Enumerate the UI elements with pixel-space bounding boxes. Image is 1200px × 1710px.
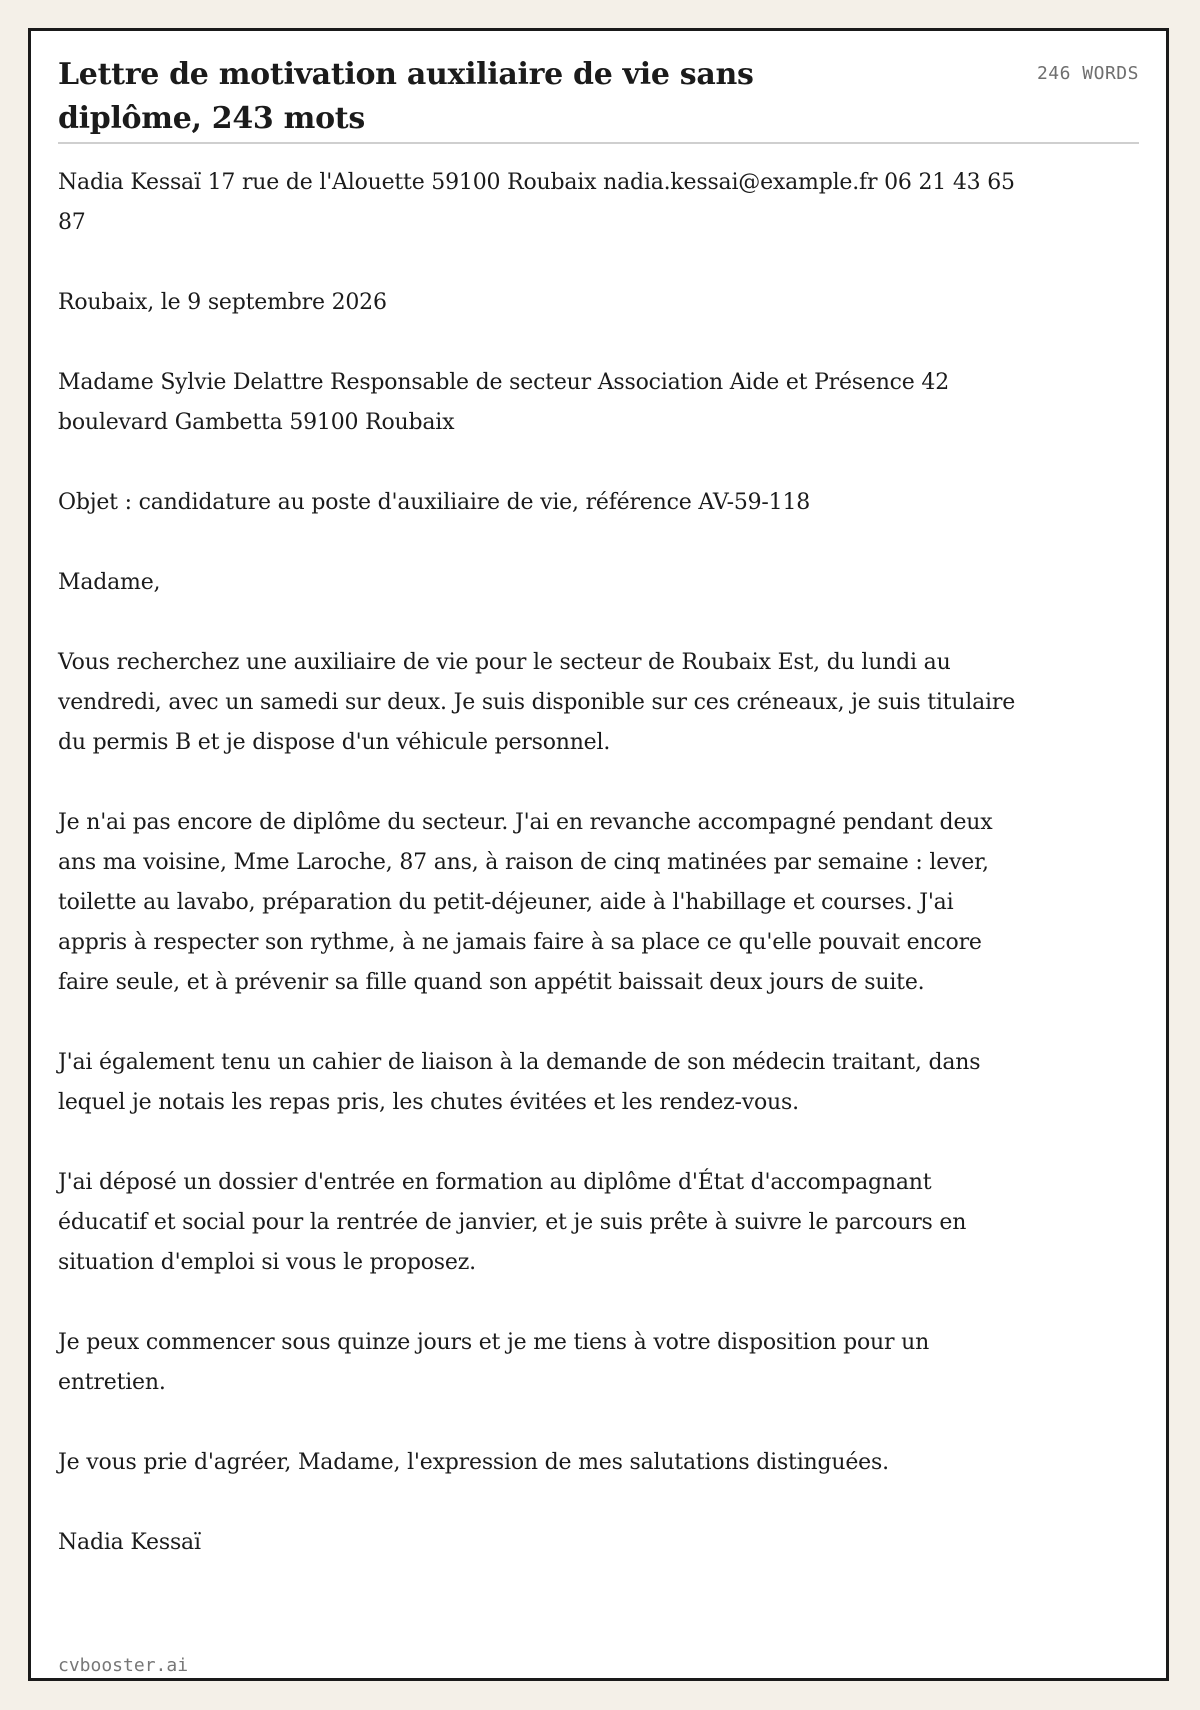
subject-line: Objet : candidature au poste d'auxiliaire de vie, référence AV-59-118	[58, 490, 811, 515]
place-date: Roubaix, le 9 septembre 2026	[58, 290, 387, 315]
word-count-badge: 246 WORDS	[1036, 63, 1139, 84]
footer-brand: cvbooster.ai	[58, 1655, 189, 1676]
body-paragraph-5: Je peux commencer sous quinze jours et je me tiens à votre disposition pour un entretien.	[58, 1330, 930, 1395]
recipient-block: Madame Sylvie Delattre Responsable de secteur Association Aide et Présence 42 boulevard Gambetta 59100 Roubaix	[58, 370, 950, 435]
signature: Nadia Kessaï	[58, 1530, 201, 1555]
salutation: Madame,	[58, 570, 161, 595]
document-header	[58, 31, 1139, 144]
letter-card	[28, 28, 1169, 1681]
body-paragraph-1: Vous recherchez une auxiliaire de vie pour le secteur de Roubaix Est, du lundi au vendredi, avec un samedi sur deux. Je suis disponible sur ces créneaux, je suis titulaire du permis B et je dispose d'un véhicule personnel.	[58, 650, 1016, 755]
sender-block: Nadia Kessaï 17 rue de l'Alouette 59100 Roubaix nadia.kessai@example.fr 06 21 43 65 87	[58, 170, 1015, 235]
body-paragraph-3: J'ai également tenu un cahier de liaison à la demande de son médecin traitant, dans lequel je notais les repas pris, les chutes évitées et les rendez-vous.	[58, 1050, 981, 1115]
letter-body	[58, 144, 1018, 1563]
document-title: Lettre de motivation auxiliaire de vie sans diplôme, 243 mots	[58, 57, 754, 136]
closing-formula: Je vous prie d'agréer, Madame, l'expression de mes salutations distinguées.	[58, 1450, 889, 1475]
body-paragraph-2: Je n'ai pas encore de diplôme du secteur. J'ai en revanche accompagné pendant deux ans ma voisine, Mme Laroche, 87 ans, à raison de cinq matinées par semaine : lever, toilette au lavabo, préparation du petit-déjeuner, aide à l'habillage et courses. J'ai appris à respecter son rythme, à ne jamais faire à sa place ce qu'elle pouvait encore faire seule, et à prévenir sa fille quand son appétit baissait deux jours de suite.	[58, 810, 993, 995]
body-paragraph-4: J'ai déposé un dossier d'entrée en formation au diplôme d'État d'accompagnant éducatif et social pour la rentrée de janvier, et je suis prête à suivre le parcours en situation d'emploi si vous le proposez.	[58, 1170, 967, 1275]
